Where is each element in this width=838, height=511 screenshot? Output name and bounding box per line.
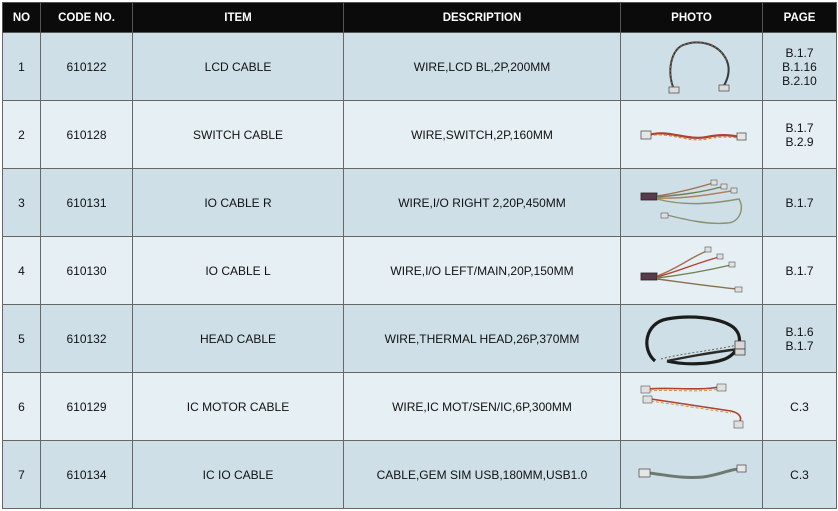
cell-description: WIRE,IC MOT/SEN/IC,6P,300MM	[344, 373, 621, 441]
header-code: CODE NO.	[41, 3, 133, 33]
cell-page	[763, 33, 837, 101]
cell-no: 1	[3, 33, 41, 101]
page-ref: B.1.7	[785, 120, 814, 135]
cell-code: 610131	[41, 169, 133, 237]
table-row	[3, 237, 837, 305]
table-row	[3, 305, 837, 373]
cell-description: WIRE,SWITCH,2P,160MM	[344, 101, 621, 169]
cell-description: CABLE,GEM SIM USB,180MM,USB1.0	[344, 441, 621, 509]
table-row	[3, 169, 837, 237]
page-ref: B.1.6	[785, 324, 814, 339]
cell-no: 3	[3, 169, 41, 237]
page-ref: B.1.16	[782, 59, 817, 74]
cell-item: SWITCH CABLE	[133, 101, 344, 169]
page-ref: B.1.7	[785, 263, 814, 278]
cell-page	[763, 237, 837, 305]
page-ref: B.1.7	[785, 338, 814, 353]
header-page: PAGE	[763, 3, 837, 33]
header-row	[3, 3, 837, 33]
parts-table	[2, 2, 837, 509]
page-ref: C.3	[790, 399, 809, 414]
cell-item: IO CABLE L	[133, 237, 344, 305]
cell-page	[763, 441, 837, 509]
cell-no: 4	[3, 237, 41, 305]
cell-description: WIRE,I/O RIGHT 2,20P,450MM	[344, 169, 621, 237]
cell-item: HEAD CABLE	[133, 305, 344, 373]
cell-photo	[621, 441, 763, 509]
cell-item: LCD CABLE	[133, 33, 344, 101]
cell-photo	[621, 169, 763, 237]
cell-no: 6	[3, 373, 41, 441]
cell-photo	[621, 33, 763, 101]
table-row	[3, 33, 837, 101]
header-no: NO	[3, 3, 41, 33]
table-row	[3, 441, 837, 509]
cell-page	[763, 169, 837, 237]
switch-cable-photo	[627, 105, 757, 165]
table-row	[3, 373, 837, 441]
cell-photo	[621, 237, 763, 305]
cell-no: 2	[3, 101, 41, 169]
page-ref: B.1.7	[785, 45, 814, 60]
header-photo: PHOTO	[621, 3, 763, 33]
cell-description: WIRE,LCD BL,2P,200MM	[344, 33, 621, 101]
cell-item: IC IO CABLE	[133, 441, 344, 509]
page-ref: B.2.9	[785, 134, 814, 149]
table-row	[3, 101, 837, 169]
ic-motor-cable-photo	[627, 377, 757, 437]
cell-item: IC MOTOR CABLE	[133, 373, 344, 441]
page-ref: B.1.7	[785, 195, 814, 210]
header-item: ITEM	[133, 3, 344, 33]
cell-description: WIRE,I/O LEFT/MAIN,20P,150MM	[344, 237, 621, 305]
cell-code: 610128	[41, 101, 133, 169]
cell-photo	[621, 305, 763, 373]
cell-code: 610132	[41, 305, 133, 373]
cell-page	[763, 305, 837, 373]
ic-io-cable-photo	[627, 445, 757, 505]
cell-no: 5	[3, 305, 41, 373]
cell-code: 610122	[41, 33, 133, 101]
cell-code: 610130	[41, 237, 133, 305]
cell-code: 610129	[41, 373, 133, 441]
page-ref: C.3	[790, 467, 809, 482]
page-ref: B.2.10	[782, 73, 817, 88]
io-cable-r-photo	[627, 173, 757, 233]
lcd-cable-photo	[627, 37, 757, 97]
head-cable-photo	[627, 309, 757, 369]
cell-page	[763, 373, 837, 441]
cell-no: 7	[3, 441, 41, 509]
cell-photo	[621, 101, 763, 169]
cell-description: WIRE,THERMAL HEAD,26P,370MM	[344, 305, 621, 373]
cell-photo	[621, 373, 763, 441]
header-description: DESCRIPTION	[344, 3, 621, 33]
io-cable-l-photo	[627, 241, 757, 301]
cell-item: IO CABLE R	[133, 169, 344, 237]
cell-page	[763, 101, 837, 169]
cell-code: 610134	[41, 441, 133, 509]
